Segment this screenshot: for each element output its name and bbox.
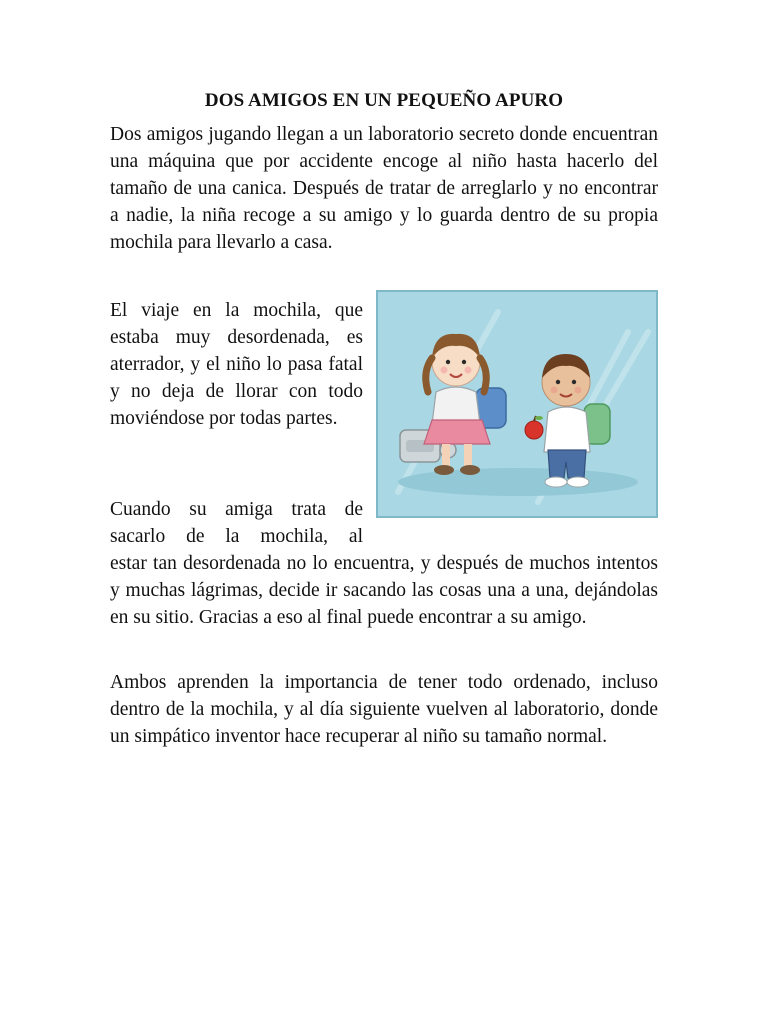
paragraph-3 <box>110 496 658 631</box>
paragraph-3-line-1: Cuando su amiga trata de <box>110 499 363 520</box>
children-illustration <box>376 290 658 518</box>
story-title: DOS AMIGOS EN UN PEQUEÑO APURO <box>204 90 564 111</box>
paragraph-3-line-2: sacarlo de la mochila, al <box>110 526 363 547</box>
illustration-drawing <box>378 292 656 516</box>
paragraph-2: El viaje en la mochila, que estaba muy desordenada, es aterrador, y el niño lo pasa fatal y no deja de llorar con todo moviéndose por todas partes. <box>110 300 363 429</box>
paragraph-1: Dos amigos jugando llegan a un laboratorio secreto donde encuentran una máquina que por accidente encoge al niño hasta hacerlo del tamaño de una canica. Después de tratar de arreglarlo y no encontrar a nadie, la niña recoge a su amigo y lo guarda dentro de su propia mochila para llevarlo a casa. <box>110 124 658 253</box>
paragraph-4: Ambos aprenden la importancia de tener todo ordenado, incluso dentro de la mochila, y al día siguiente vuelven al laboratorio, donde un simpático inventor hace recuperar al niño su tamaño normal. <box>110 672 658 747</box>
boy-figure <box>525 354 610 487</box>
paragraph-3-rest: estar tan desordenada no lo encuentra, y después de muchos intentos y muchas lágrimas, decide ir sacando las cosas una a una, dejándolas en su sitio. Gracias a eso al final puede encontrar a su amigo. <box>110 553 658 628</box>
